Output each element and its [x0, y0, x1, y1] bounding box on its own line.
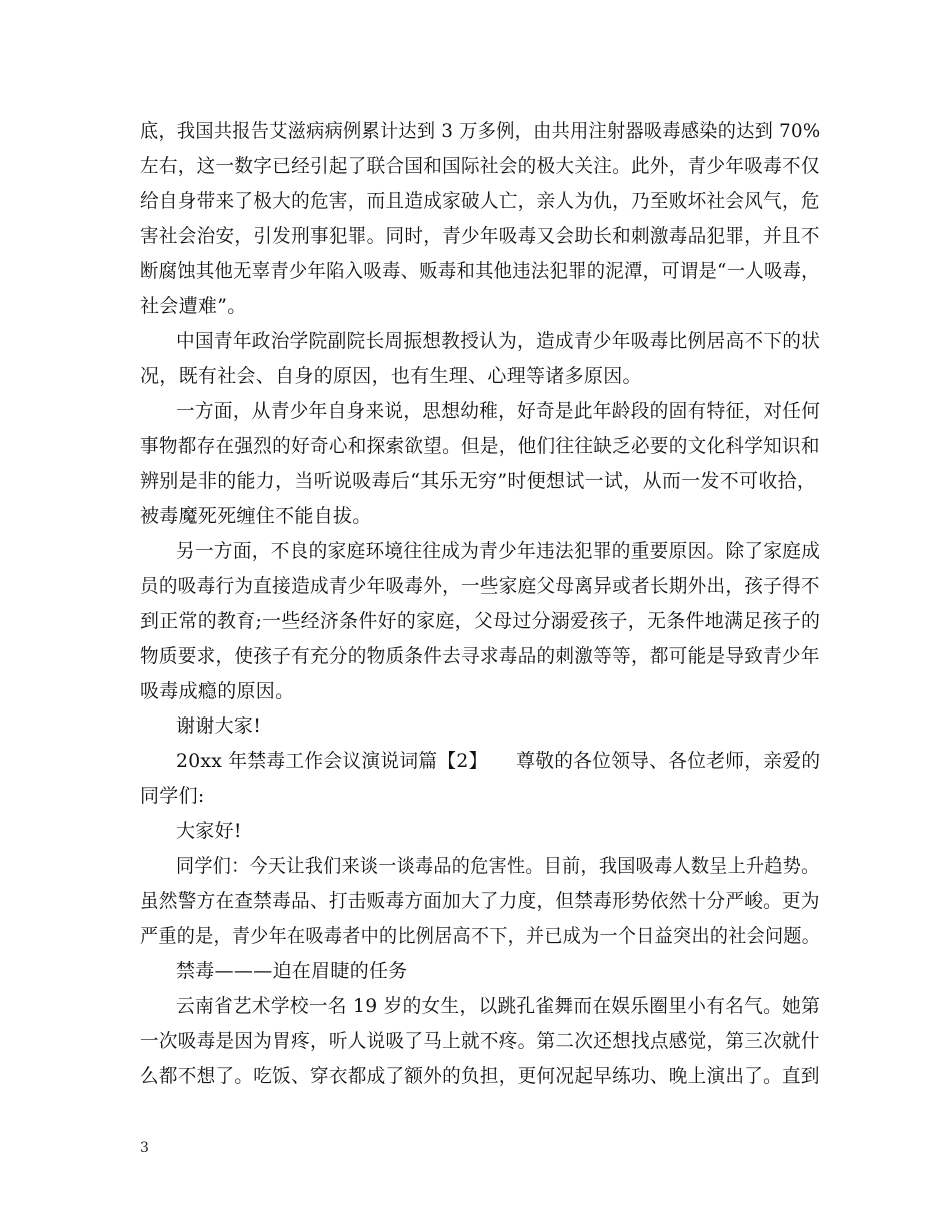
text-line: 吸毒成瘾的原因。: [140, 680, 295, 702]
text-line: 同学们:: [140, 785, 205, 807]
text-line: 事物都存在强烈的好奇心和探索欲望。但是，他们往往缺乏必要的文化科学知识和: [140, 435, 820, 457]
text-line: 云南省艺术学校一名 19 岁的女生，以跳孔雀舞而在娱乐圈里小有名气。她第: [176, 995, 821, 1017]
text-line: 到正常的教育;一些经济条件好的家庭，父母过分溺爱孩子，无条件地满足孩子的: [140, 610, 821, 632]
text-line: 虽然警方在查禁毒品、打击贩毒方面加大了力度，但禁毒形势依然十分严峻。更为: [140, 890, 820, 912]
text-line: 辨别是非的能力，当听说吸毒后“其乐无穷”时便想试一试，从而一发不可收拾，: [140, 470, 817, 492]
text-line: 断腐蚀其他无辜青少年陷入吸毒、贩毒和其他违法犯罪的泥潭，可谓是“一人吸毒，: [140, 260, 820, 282]
text-line: 大家好!: [176, 820, 242, 842]
text-line: 员的吸毒行为直接造成青少年吸毒外，一些家庭父母离异或者长期外出，孩子得不: [140, 575, 820, 597]
text-line: 被毒魔死死缠住不能自拔。: [140, 505, 372, 527]
text-line: 同学们：今天让我们来谈一谈毒品的危害性。目前，我国吸毒人数呈上升趋势。: [176, 855, 820, 877]
text-line: 另一方面，不良的家庭环境往往成为青少年违法犯罪的重要原因。除了家庭成: [176, 540, 821, 562]
text-line: 社会遭难”。: [140, 295, 247, 317]
text-line: 中国青年政治学院副院长周振想教授认为，造成青少年吸毒比例居高不下的状: [176, 330, 821, 352]
text-line: 害社会治安，引发刑事犯罪。同时，青少年吸毒又会助长和刺激毒品犯罪，并且不: [140, 225, 820, 247]
text-line: 一次吸毒是因为胃疼，听人说吸了马上就不疼。第二次还想找点感觉，第三次就什: [140, 1030, 820, 1052]
page-number: 3: [140, 1140, 149, 1156]
text-line: 谢谢大家!: [176, 715, 262, 737]
text-line: 么都不想了。吃饭、穿衣都成了额外的负担，更何况起早练功、晚上演出了。直到: [140, 1065, 820, 1087]
text-line: 禁毒———迫在眉睫的任务: [176, 960, 408, 982]
text-line: 物质要求，使孩子有充分的物质条件去寻求毒品的刺激等等，都可能是导致青少年: [140, 645, 820, 667]
text-line: 底，我国共报告艾滋病病例累计达到 3 万多例，由共用注射器吸毒感染的达到 70%: [140, 120, 821, 142]
text-line: 20xx 年禁毒工作会议演说词篇【2】 尊敬的各位领导、各位老师，亲爱的: [176, 750, 821, 772]
text-line: 给自身带来了极大的危害，而且造成家破人亡，亲人为仇，乃至败坏社会风气，危: [140, 190, 820, 212]
text-line: 左右，这一数字已经引起了联合国和国际社会的极大关注。此外，青少年吸毒不仅: [140, 155, 820, 177]
text-line: 一方面，从青少年自身来说，思想幼稚，好奇是此年龄段的固有特征，对任何: [176, 400, 821, 422]
text-line: 况，既有社会、自身的原因，也有生理、心理等诸多原因。: [140, 365, 642, 387]
text-line: 严重的是，青少年在吸毒者中的比例居高不下，并已成为一个日益突出的社会问题。: [140, 925, 821, 947]
